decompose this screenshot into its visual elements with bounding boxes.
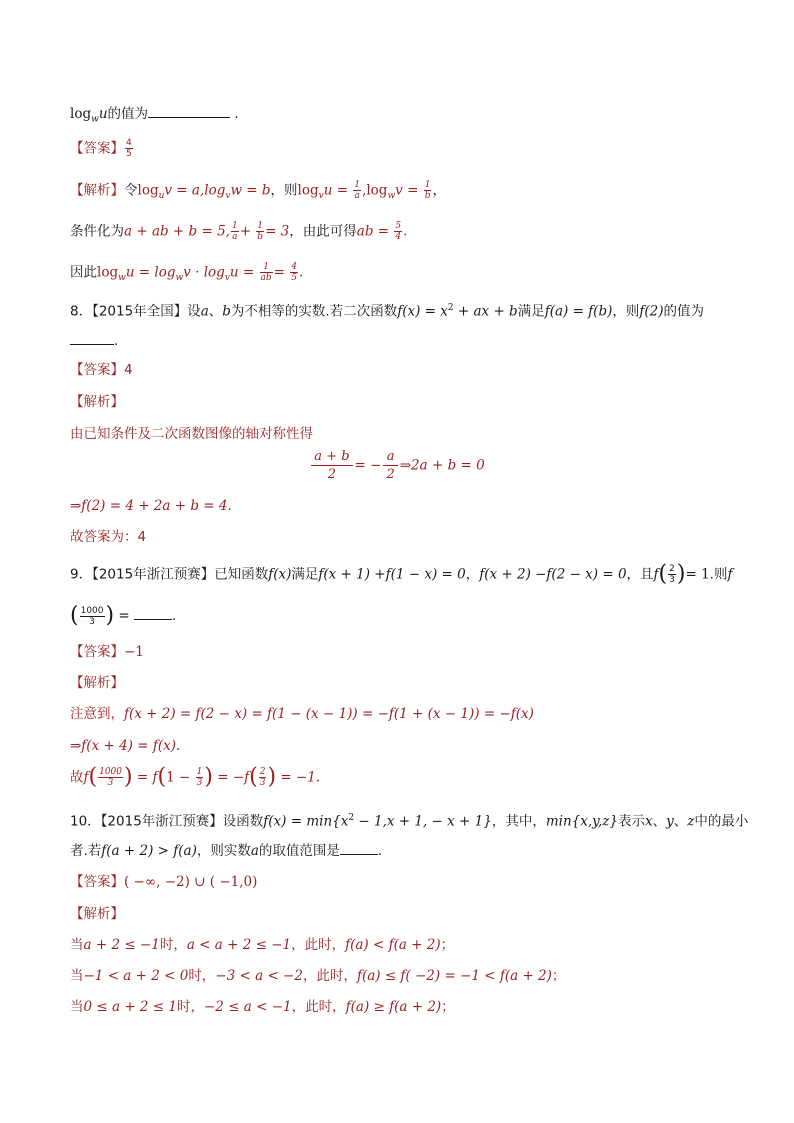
answer-9: 【答案】−1 (70, 644, 144, 660)
explanation-10-case2: 当−1 < a + 2 < 0时，−3 < a < −2，此时，f(a) ≤ f( −2) = −1 < f(a + 2)； (70, 968, 566, 984)
answer-blank (70, 330, 114, 345)
question-tail: $\log_wu$的值为 . (70, 103, 239, 130)
problem-10-line2: 者.若f(a + 2) > f(a)，则实数a的取值范围是 . (70, 840, 382, 861)
explanation-10-case3: 当0 ≤ a + 2 ≤ 1时，−2 ≤ a < −1，此时，f(a) ≥ f(a + 2)； (70, 999, 455, 1015)
explanation-10-case1: 当a + 2 ≤ −1时，a < a + 2 ≤ −1，此时，f(a) < f(a + 2)； (70, 937, 455, 953)
answer-10: 【答案】( −∞, −2) ∪ ( −1,0) (70, 874, 258, 890)
explanation-9-line3: 故f( $\frac{1000}{3}$ ) = f(1 − $\frac{1}{3}$ ) = −f( $\frac{2}{3}$ ) = −1. (70, 764, 321, 790)
answer-blank (148, 103, 230, 118)
explanation-8-line4: 故答案为：4 (70, 529, 147, 545)
problem-9: 9．【2015年浙江预赛】已知函数f(x)满足f(x + 1) +f(1 − x) = 0，f(x + 2) −f(2 − x) = 0，且f( $\frac{2}{3}$ )= 1.则f (70, 561, 733, 587)
explanation-9-line2: ⇒f(x + 4) = f(x). (70, 738, 181, 754)
explanation-7-line1: 【解析】令$\log_uv = a,\log_vw = b$，则$\log_vu$ = $\frac{1}{a}$ $,\log_wv$ = $\frac{1}{b}$ ， (70, 180, 446, 202)
answer-8: 【答案】4 (70, 362, 133, 378)
answer-blank (134, 605, 172, 620)
explanation-8-equation: $\frac{a + b}{2}$ = − $\frac{a}{2}$ ⇒2a + b = 0 (0, 448, 794, 483)
answer-blank (340, 840, 378, 855)
explanation-9-line1: 注意到，f(x + 2) = f(2 − x) = f(1 − (x − 1)) = −f(1 + (x − 1)) = −f(x) (70, 706, 534, 722)
explanation-8-label: 【解析】 (70, 394, 124, 410)
explanation-8-line3: ⇒f(2) = 4 + 2a + b = 4. (70, 498, 232, 514)
answer-7: 【答案】 $\frac{4}{5}$ (70, 138, 132, 159)
problem-8: 8．【2015年全国】设a、b为不相等的实数.若二次函数$f(x) = x^2$ + ax + b满足f(a) = f(b)，则f(2)的值为 (70, 303, 704, 320)
explanation-8-line1: 由已知条件及二次函数图像的轴对称性得 (70, 426, 313, 442)
problem-8-blank: . (70, 330, 118, 351)
explanation-9-label: 【解析】 (70, 675, 124, 691)
explanation-10-label: 【解析】 (70, 906, 124, 922)
explanation-7-line3: 因此$\log_wu = \log_wv \cdot \log_vu$ = $\frac{1}{ab}$ = $\frac{4}{5}$ . (70, 262, 304, 284)
problem-10: 10．【2015年浙江预赛】设函数$f(x) = \min\{x^2 - 1,x + 1$, − x + 1}，其中，min{x,y,z}表示x、y、z中的最小 (70, 813, 749, 830)
explanation-7-line2: 条件化为a + ab + b = 5, $\frac{1}{a}$ + $\frac{1}{b}$ = 3，由此可得ab = $\frac{5}{4}$ . (70, 221, 408, 242)
problem-9-line2: ( $\frac{1000}{3}$ ) = . (70, 603, 177, 628)
